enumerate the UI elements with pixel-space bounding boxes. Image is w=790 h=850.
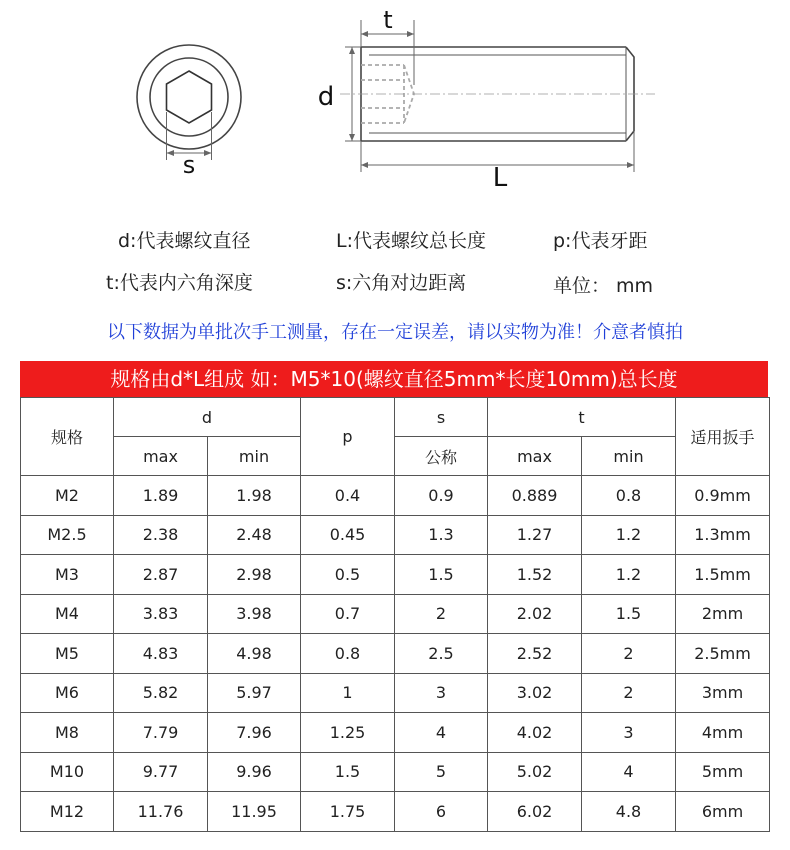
cell-t-min: 2 bbox=[582, 673, 676, 713]
table-row bbox=[21, 792, 770, 832]
cell-d-min: 7.96 bbox=[208, 713, 301, 753]
legend-s: s:六角对边距离 bbox=[336, 272, 467, 294]
cell-t-min: 3 bbox=[582, 713, 676, 753]
cell-wrench: 3mm bbox=[676, 673, 770, 713]
cell-p: 0.7 bbox=[301, 594, 395, 634]
cell-spec: M3 bbox=[21, 555, 114, 595]
cell-t-max: 1.52 bbox=[488, 555, 582, 595]
cell-wrench: 6mm bbox=[676, 792, 770, 832]
cell-t-max: 5.02 bbox=[488, 752, 582, 792]
header-t: t bbox=[488, 398, 676, 437]
spec-banner: 规格由d*L组成 如：M5*10(螺纹直径5mm*长度10mm)总长度 bbox=[20, 361, 768, 397]
cell-spec: M5 bbox=[21, 634, 114, 674]
cell-d-min: 1.98 bbox=[208, 476, 301, 516]
header-s: s bbox=[395, 398, 488, 437]
header-d-min: min bbox=[208, 437, 301, 476]
legend-t: t:代表内六角深度 bbox=[106, 272, 253, 294]
header-t-min: min bbox=[582, 437, 676, 476]
cell-d-min: 2.98 bbox=[208, 555, 301, 595]
cell-wrench: 4mm bbox=[676, 713, 770, 753]
cell-p: 1.25 bbox=[301, 713, 395, 753]
cell-t-min: 1.2 bbox=[582, 515, 676, 555]
cell-wrench: 2mm bbox=[676, 594, 770, 634]
cell-t-min: 2 bbox=[582, 634, 676, 674]
cell-t-min: 4.8 bbox=[582, 792, 676, 832]
cell-spec: M2.5 bbox=[21, 515, 114, 555]
cell-t-max: 4.02 bbox=[488, 713, 582, 753]
label-d: d bbox=[317, 82, 335, 112]
cell-d-max: 3.83 bbox=[114, 594, 208, 634]
label-L: L bbox=[492, 163, 508, 193]
header-t-max: max bbox=[488, 437, 582, 476]
header-p: p bbox=[301, 398, 395, 476]
cell-d-min: 9.96 bbox=[208, 752, 301, 792]
cell-t-max: 2.02 bbox=[488, 594, 582, 634]
table-row bbox=[21, 515, 770, 555]
table-row bbox=[21, 476, 770, 516]
cell-s: 2 bbox=[395, 594, 488, 634]
table-row bbox=[21, 634, 770, 674]
cell-t-max: 0.889 bbox=[488, 476, 582, 516]
table-row bbox=[21, 555, 770, 595]
cell-s: 2.5 bbox=[395, 634, 488, 674]
end-view bbox=[137, 45, 241, 179]
cell-p: 0.5 bbox=[301, 555, 395, 595]
cell-d-max: 9.77 bbox=[114, 752, 208, 792]
cell-p: 0.4 bbox=[301, 476, 395, 516]
table-row bbox=[21, 713, 770, 753]
legend-p: p:代表牙距 bbox=[553, 230, 648, 252]
cell-s: 1.3 bbox=[395, 515, 488, 555]
legend-L: L:代表螺纹总长度 bbox=[336, 230, 486, 252]
header-d-max: max bbox=[114, 437, 208, 476]
cell-p: 1 bbox=[301, 673, 395, 713]
cell-p: 0.45 bbox=[301, 515, 395, 555]
cell-t-max: 1.27 bbox=[488, 515, 582, 555]
cell-wrench: 1.3mm bbox=[676, 515, 770, 555]
header-d: d bbox=[114, 398, 301, 437]
measurement-notice: 以下数据为单批次手工测量，存在一定误差，请以实物为准！介意者慎拍 bbox=[107, 322, 683, 343]
cell-s: 5 bbox=[395, 752, 488, 792]
side-view bbox=[318, 6, 655, 193]
cell-d-max: 2.38 bbox=[114, 515, 208, 555]
cell-p: 1.5 bbox=[301, 752, 395, 792]
header-spec: 规格 bbox=[21, 398, 114, 476]
cell-s: 0.9 bbox=[395, 476, 488, 516]
cell-d-max: 7.79 bbox=[114, 713, 208, 753]
cell-wrench: 5mm bbox=[676, 752, 770, 792]
cell-d-min: 11.95 bbox=[208, 792, 301, 832]
cell-wrench: 2.5mm bbox=[676, 634, 770, 674]
cell-spec: M10 bbox=[21, 752, 114, 792]
table-row bbox=[21, 752, 770, 792]
label-s: s bbox=[182, 151, 196, 179]
cell-d-max: 2.87 bbox=[114, 555, 208, 595]
cell-spec: M8 bbox=[21, 713, 114, 753]
cell-wrench: 0.9mm bbox=[676, 476, 770, 516]
cell-spec: M4 bbox=[21, 594, 114, 634]
cell-d-max: 1.89 bbox=[114, 476, 208, 516]
cell-t-max: 2.52 bbox=[488, 634, 582, 674]
cell-p: 1.75 bbox=[301, 792, 395, 832]
set-screw-diagram bbox=[0, 0, 790, 205]
table-row bbox=[21, 594, 770, 634]
cell-s: 3 bbox=[395, 673, 488, 713]
cell-spec: M12 bbox=[21, 792, 114, 832]
cell-spec: M6 bbox=[21, 673, 114, 713]
cell-s: 6 bbox=[395, 792, 488, 832]
cell-wrench: 1.5mm bbox=[676, 555, 770, 595]
cell-d-max: 11.76 bbox=[114, 792, 208, 832]
label-t: t bbox=[383, 6, 393, 34]
cell-d-min: 3.98 bbox=[208, 594, 301, 634]
cell-t-min: 1.2 bbox=[582, 555, 676, 595]
spec-table bbox=[20, 397, 770, 832]
cell-t-max: 3.02 bbox=[488, 673, 582, 713]
cell-s: 4 bbox=[395, 713, 488, 753]
cell-d-max: 5.82 bbox=[114, 673, 208, 713]
table-row bbox=[21, 673, 770, 713]
cell-t-min: 0.8 bbox=[582, 476, 676, 516]
cell-t-max: 6.02 bbox=[488, 792, 582, 832]
cell-s: 1.5 bbox=[395, 555, 488, 595]
cell-d-min: 5.97 bbox=[208, 673, 301, 713]
cell-t-min: 4 bbox=[582, 752, 676, 792]
cell-p: 0.8 bbox=[301, 634, 395, 674]
header-s-nominal: 公称 bbox=[395, 437, 488, 476]
cell-d-min: 4.98 bbox=[208, 634, 301, 674]
legend-unit: 单位： mm bbox=[553, 275, 654, 297]
cell-t-min: 1.5 bbox=[582, 594, 676, 634]
legend-d: d:代表螺纹直径 bbox=[118, 230, 251, 252]
header-wrench: 适用扳手 bbox=[676, 398, 770, 476]
cell-d-max: 4.83 bbox=[114, 634, 208, 674]
cell-d-min: 2.48 bbox=[208, 515, 301, 555]
cell-spec: M2 bbox=[21, 476, 114, 516]
